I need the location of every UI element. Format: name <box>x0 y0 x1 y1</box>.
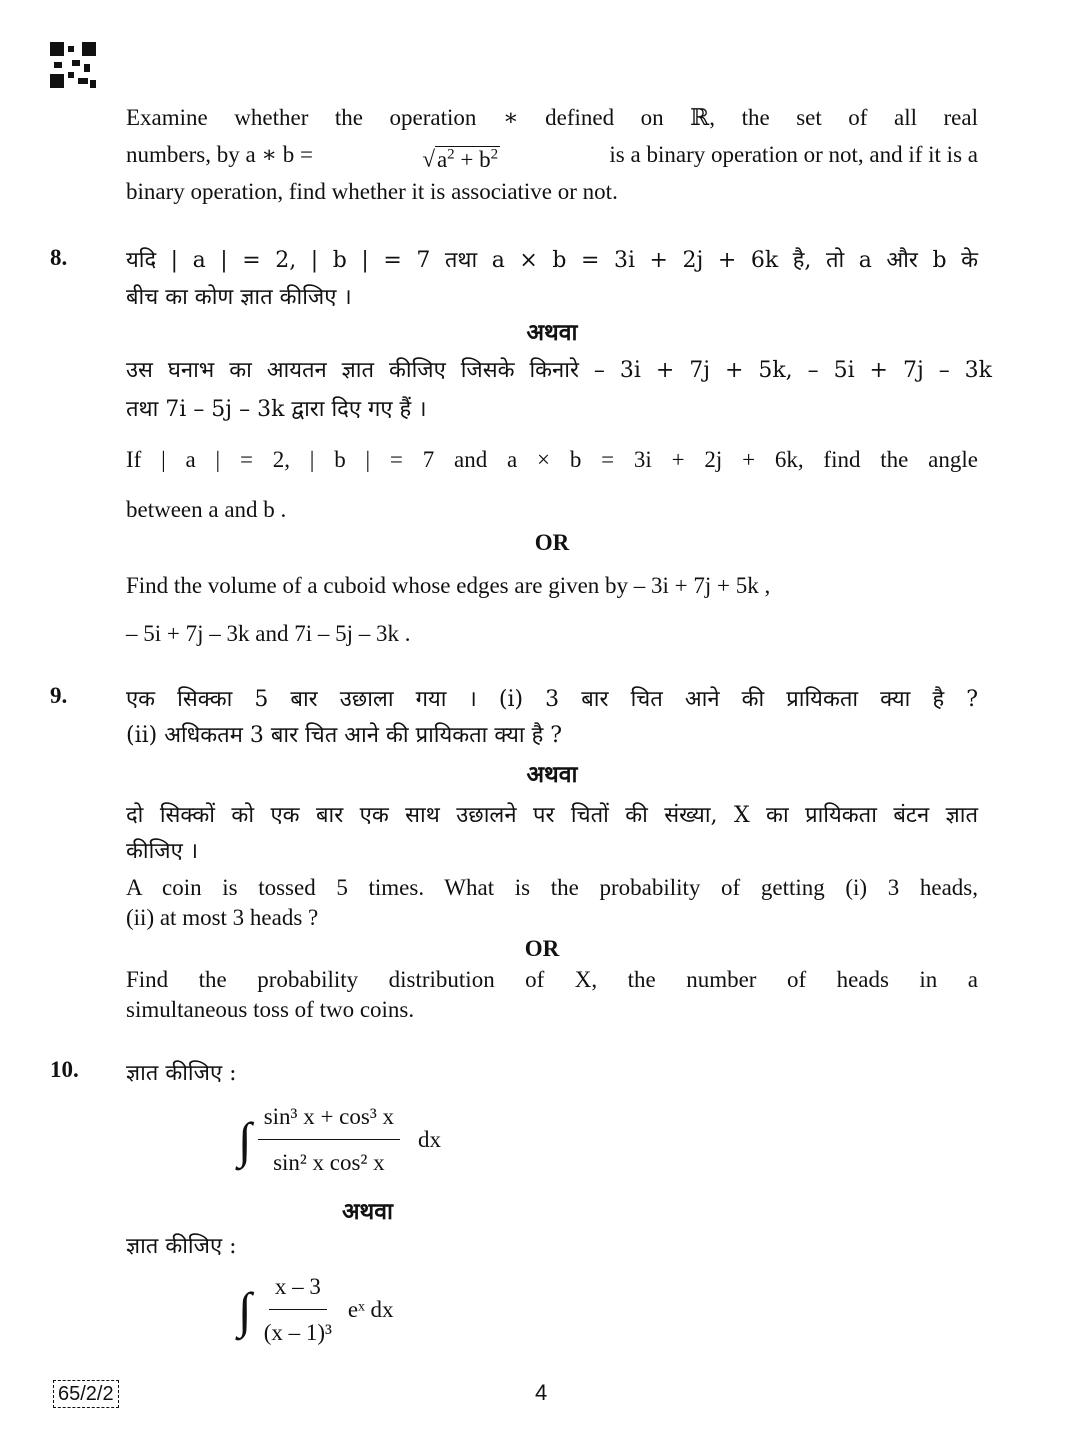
q9-en-line1: A coin is tossed 5 times. What is the probability of getting (i) 3 heads, <box>126 875 978 900</box>
q9-or-hindi: अथवा <box>526 761 578 788</box>
q9-en-line4: simultaneous toss of two coins. <box>126 997 415 1022</box>
qr-code <box>50 42 96 88</box>
q8-or-hindi: अथवा <box>526 319 578 346</box>
integral-2-fraction <box>258 1268 338 1351</box>
q8-hi-line3: उस घनाभ का आयतन ज्ञात कीजिए जिसके किनारे – 3i + 7j + 5k, – 5i + 7j – 3k <box>126 358 992 383</box>
q8-hi-line2: बीच का कोण ज्ञात कीजिए । <box>126 285 352 310</box>
q7-line2-end: is a binary operation or not, and if it is a <box>609 142 978 167</box>
q8-en-line3: Find the volume of a cuboid whose edges are given by – 3i + 7j + 5k , <box>126 573 771 598</box>
q8-hi-line4: तथा 7i – 5j – 3k द्वारा दिए गए हैं । <box>126 397 427 422</box>
q8-en-line4: – 5i + 7j – 3k and 7i – 5j – 3k . <box>126 621 411 646</box>
sqrt-expression: $√a^2 + b^2$ <box>422 146 499 172</box>
q10-or-hindi: अथवा <box>341 1198 393 1225</box>
q8-or-english: OR <box>534 530 570 555</box>
q9-en-line2: (ii) at most 3 heads ? <box>126 905 319 930</box>
q7-line2-start: numbers, by a ∗ b = <box>126 142 314 167</box>
integral-sign: ∫ <box>238 1111 252 1168</box>
integral-2-denominator: (x – 1)³ <box>263 1320 332 1345</box>
q7-line2 <box>126 136 978 178</box>
q10-find-hi-2: ज्ञात कीजिए : <box>126 1234 237 1259</box>
q9-or-english: OR <box>524 936 560 961</box>
page-number: 4 <box>535 1380 548 1405</box>
q9-hi-line3: दो सिक्कों को एक बार एक साथ उछालने पर चितों की संख्या, X का प्रायिकता बंटन ज्ञात <box>126 803 978 828</box>
q9-hi-line4: कीजिए । <box>126 839 199 864</box>
q10-integral-2 <box>238 1268 394 1351</box>
question-number-8: 8. <box>50 245 68 270</box>
integral-1-denominator: sin² x cos² x <box>273 1150 385 1175</box>
q9-en-line3: Find the probability distribution of X, the number of heads in a <box>126 967 978 992</box>
q8-en-line2: between a and b . <box>126 497 287 522</box>
q9-hi-line1: एक सिक्का 5 बार उछाला गया । (i) 3 बार चित आने की प्रायिकता क्या है ? <box>126 687 978 712</box>
integral-sign-2: ∫ <box>238 1281 252 1338</box>
integral-2-tail: eˣ dx <box>347 1297 394 1322</box>
q8-hi-line1: यदि | a | = 2, | b | = 7 तथा a × b = 3i + 2j + 6k है, तो a और b के <box>126 248 978 273</box>
q10-find-hi: ज्ञात कीजिए : <box>126 1061 237 1086</box>
integral-1-numerator: sin³ x + cos³ x <box>258 1098 400 1140</box>
q7-line1: Examine whether the operation ∗ defined on ℝ, the set of all real <box>126 105 978 130</box>
question-number-10: 10. <box>50 1057 79 1082</box>
q8-en-line1: If | a | = 2, | b | = 7 and a × b = 3i + 2j + 6k, find the angle <box>126 447 978 472</box>
q9-hi-line2: (ii) अधिकतम 3 बार चित आने की प्रायिकता क्या है ? <box>126 723 563 748</box>
question-number-9: 9. <box>50 683 68 708</box>
q10-integral-1 <box>238 1098 441 1181</box>
paper-code: 65/2/2 <box>53 1380 119 1408</box>
q7-line3: binary operation, find whether it is associative or not. <box>126 179 618 204</box>
integral-1-dx: dx <box>417 1127 441 1152</box>
integral-2-numerator: x – 3 <box>269 1268 327 1310</box>
integral-1-fraction <box>258 1098 400 1181</box>
